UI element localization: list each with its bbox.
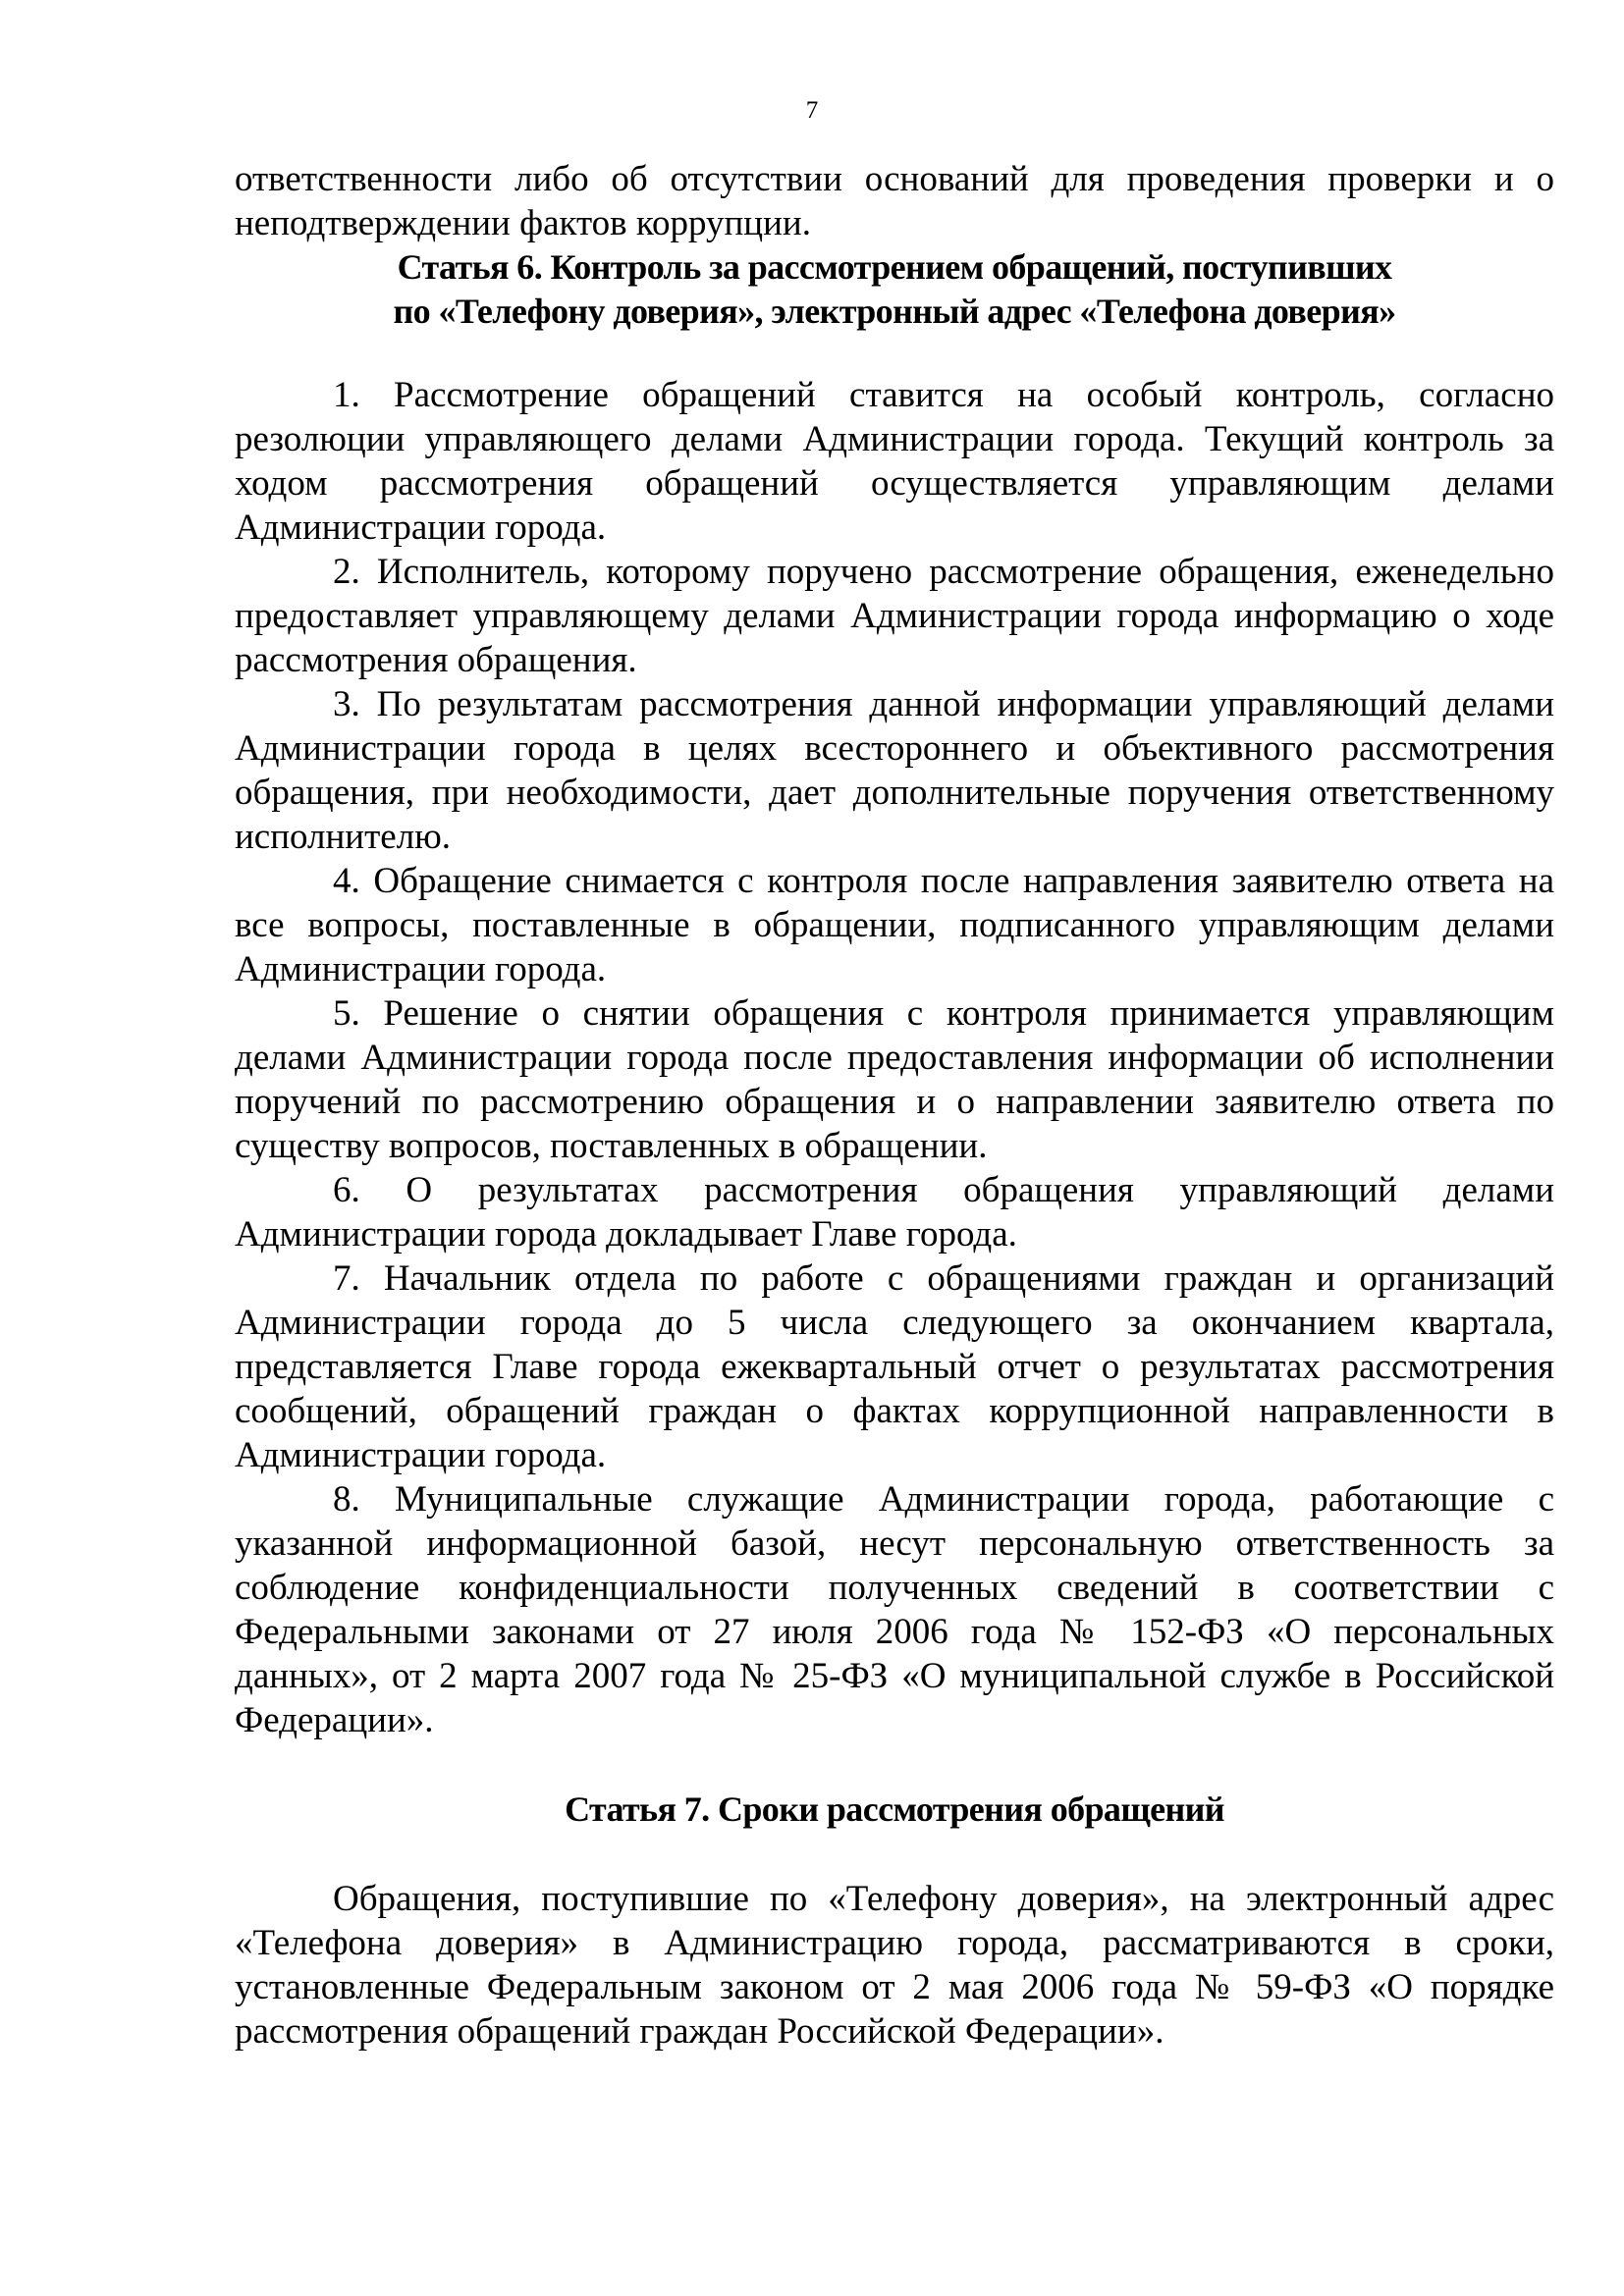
article-6-item-2: 2. Исполнитель, которому поручено рассмотрение обращения, еженедельно предоставляет управляющему делами Администрации города информацию о ходе рассмотрения обращения. <box>235 552 1554 680</box>
article-7-paragraph: Обращения, поступившие по «Телефону доверия», на электронный адрес «Телефона доверия» в Администрацию города, рассматриваются в сроки, установленные Федеральным законом от 2 мая 2006 года № 59-ФЗ «О порядке рассмотрения обращений граждан Российской Федерации». <box>235 1879 1554 2052</box>
article-6-heading-line-1: Статья 6. Контроль за рассмотрением обращений, поступивших <box>397 247 1392 287</box>
article-6-heading <box>235 245 1554 334</box>
spacer <box>235 1832 1554 1877</box>
article-6-item-6: 6. О результатах рассмотрения обращения управляющий делами Администрации города докладывает Главе города. <box>235 1170 1554 1255</box>
article-6-item-8: 8. Муниципальные служащие Администрации города, работающие с указанной информационной базой, несут персональную ответственность за соблюдение конфиденциальности полученных сведений в соответствии с Федеральными законами от 27 июля 2006 года № 152-ФЗ «О персональных данных», от 2 марта 2007 года № 25-ФЗ «О муниципальной службе в Российской Федерации». <box>235 1479 1554 1740</box>
article-6-item-7: 7. Начальник отдела по работе с обращениями граждан и организаций Администрации города до 5 числа следующего за окончанием квартала, представляется Главе города ежеквартальный отчет о результатах рассмотрения сообщений, обращений граждан о фактах коррупционной направленности в Администрации города. <box>235 1258 1554 1475</box>
article-6-heading-line-2: по «Телефону доверия», электронный адрес «Телефона доверия» <box>393 292 1396 331</box>
document-body <box>235 157 1554 2054</box>
spacer <box>235 334 1554 373</box>
spacer <box>235 1742 1554 1788</box>
intro-paragraph: ответственности либо об отсутствии оснований для проведения проверки и о неподтверждении фактов коррупции. <box>235 159 1554 243</box>
article-6-item-4: 4. Обращение снимается с контроля после направления заявителю ответа на все вопросы, поставленные в обращении, подписанного управляющим делами Администрации города. <box>235 861 1554 989</box>
article-6-item-5: 5. Решение о снятии обращения с контроля принимается управляющим делами Администрации города после предоставления информации об исполнении поручений по рассмотрению обращения и о направлении заявителю ответа по существу вопросов, поставленных в обращении. <box>235 993 1554 1166</box>
page-number: 7 <box>805 97 819 124</box>
article-6-item-3: 3. По результатам рассмотрения данной информации управляющий делами Администрации города в целях всестороннего и объективного рассмотрения обращения, при необходимости, дает дополнительные поручения ответственному исполнителю. <box>235 684 1554 857</box>
article-7-heading: Статья 7. Сроки рассмотрения обращений <box>565 1789 1224 1829</box>
article-6-item-1: 1. Рассмотрение обращений ставится на особый контроль, согласно резолюции управляющего делами Администрации города. Текущий контроль за ходом рассмотрения обращений осуществляется управляющим делами Администрации города. <box>235 375 1554 548</box>
